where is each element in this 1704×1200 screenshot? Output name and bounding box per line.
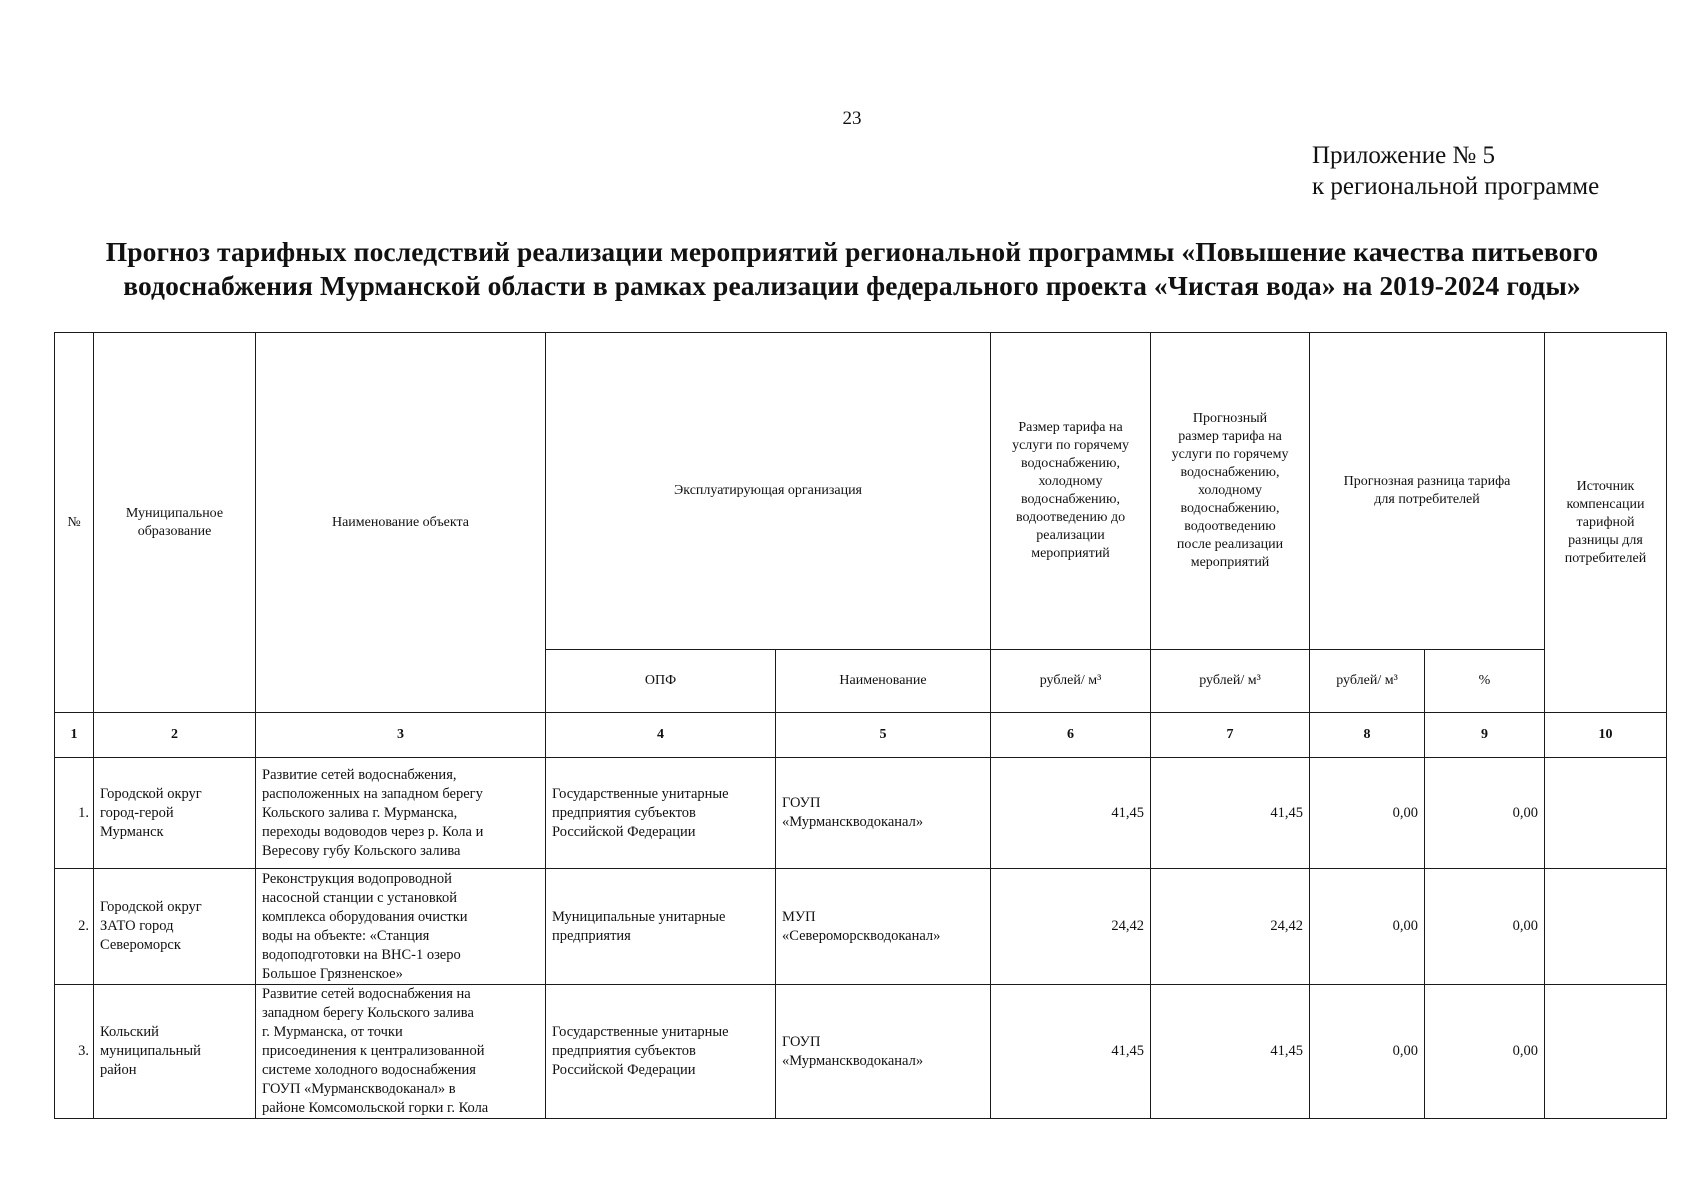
header-num: № xyxy=(55,333,94,713)
appendix-line-1: Приложение № 5 xyxy=(1312,142,1496,169)
column-number: 6 xyxy=(991,713,1151,758)
table-row xyxy=(55,758,1667,869)
row-diff-rub: 0,00 xyxy=(1310,869,1425,985)
appendix-line-2: к региональной программе xyxy=(1312,173,1600,200)
row-number: 1. xyxy=(55,758,94,869)
row-tariff-after: 41,45 xyxy=(1151,985,1310,1119)
header-tariff-after: Прогнозный размер тарифа на услуги по горячему водоснабжению, холодному водоснабжению, водоотведению после реализации мероприятий xyxy=(1151,333,1310,650)
column-number: 3 xyxy=(256,713,546,758)
row-object: Развитие сетей водоснабжения на западном берегу Кольского залива г. Мурманска, от точки присоединения к централизованной системе холодного водоснабжения ГОУП «Мурманскводоканал» в районе Комсомольской горки г. Кола xyxy=(256,985,546,1119)
title-line-1: Прогноз тарифных последствий реализации мероприятий региональной программы «Повышение качества питьевого xyxy=(105,236,1599,267)
row-operator-name: ГОУП «Мурманскводоканал» xyxy=(776,758,991,869)
page-number: 23 xyxy=(842,108,862,129)
row-diff-rub: 0,00 xyxy=(1310,758,1425,869)
row-source xyxy=(1545,758,1667,869)
column-number-row xyxy=(55,713,1667,758)
header-source: Источник компенсации тарифной разницы для потребителей xyxy=(1545,333,1667,713)
unit-tariff-before: рублей/ м³ xyxy=(991,650,1151,713)
header-object: Наименование объекта xyxy=(256,333,546,713)
header-operator-name: Наименование xyxy=(776,650,991,713)
row-operator-name: МУП «Североморскводоканал» xyxy=(776,869,991,985)
column-number: 5 xyxy=(776,713,991,758)
column-number: 7 xyxy=(1151,713,1310,758)
unit-diff-pct: % xyxy=(1425,650,1545,713)
column-number: 8 xyxy=(1310,713,1425,758)
row-tariff-after: 24,42 xyxy=(1151,869,1310,985)
row-tariff-before: 41,45 xyxy=(991,758,1151,869)
row-opf: Государственные унитарные предприятия субъектов Российской Федерации xyxy=(546,985,776,1119)
row-diff-rub: 0,00 xyxy=(1310,985,1425,1119)
column-number: 10 xyxy=(1545,713,1667,758)
row-opf: Государственные унитарные предприятия субъектов Российской Федерации xyxy=(546,758,776,869)
row-object: Развитие сетей водоснабжения, расположенных на западном берегу Кольского залива г. Мурманска, переходы водоводов через р. Кола и Вересову губу Кольского залива xyxy=(256,758,546,869)
header-operator: Эксплуатирующая организация xyxy=(546,333,991,650)
row-source xyxy=(1545,985,1667,1119)
row-tariff-before: 24,42 xyxy=(991,869,1151,985)
row-diff-pct: 0,00 xyxy=(1425,758,1545,869)
unit-diff-rub: рублей/ м³ xyxy=(1310,650,1425,713)
row-municipality: Городской округ ЗАТО город Североморск xyxy=(94,869,256,985)
row-operator-name: ГОУП «Мурманскводоканал» xyxy=(776,985,991,1119)
unit-tariff-after: рублей/ м³ xyxy=(1151,650,1310,713)
title-line-2: водоснабжения Мурманской области в рамках реализации федерального проекта «Чистая вода» на 2019-2024 годы» xyxy=(123,270,1581,301)
row-object: Реконструкция водопроводной насосной станции с установкой комплекса оборудования очистки воды на объекте: «Станция водоподготовки на ВНС-1 озеро Большое Грязненское» xyxy=(256,869,546,985)
table-row xyxy=(55,869,1667,985)
row-diff-pct: 0,00 xyxy=(1425,985,1545,1119)
header-tariff-before: Размер тарифа на услуги по горячему водоснабжению, холодному водоснабжению, водоотведению до реализации мероприятий xyxy=(991,333,1151,650)
column-number: 4 xyxy=(546,713,776,758)
document-title xyxy=(30,235,1674,303)
tariff-forecast-table xyxy=(54,332,1667,1119)
header-row xyxy=(55,333,1667,650)
table-row xyxy=(55,985,1667,1119)
row-number: 2. xyxy=(55,869,94,985)
header-diff: Прогнозная разница тарифа для потребителей xyxy=(1310,333,1545,650)
row-municipality: Городской округ город-герой Мурманск xyxy=(94,758,256,869)
row-tariff-before: 41,45 xyxy=(991,985,1151,1119)
column-number: 9 xyxy=(1425,713,1545,758)
row-opf: Муниципальные унитарные предприятия xyxy=(546,869,776,985)
header-municipality: Муниципальное образование xyxy=(94,333,256,713)
column-number: 1 xyxy=(55,713,94,758)
row-municipality: Кольский муниципальный район xyxy=(94,985,256,1119)
row-tariff-after: 41,45 xyxy=(1151,758,1310,869)
header-opf: ОПФ xyxy=(546,650,776,713)
appendix-note xyxy=(1312,140,1599,202)
row-source xyxy=(1545,869,1667,985)
row-number: 3. xyxy=(55,985,94,1119)
row-diff-pct: 0,00 xyxy=(1425,869,1545,985)
column-number: 2 xyxy=(94,713,256,758)
